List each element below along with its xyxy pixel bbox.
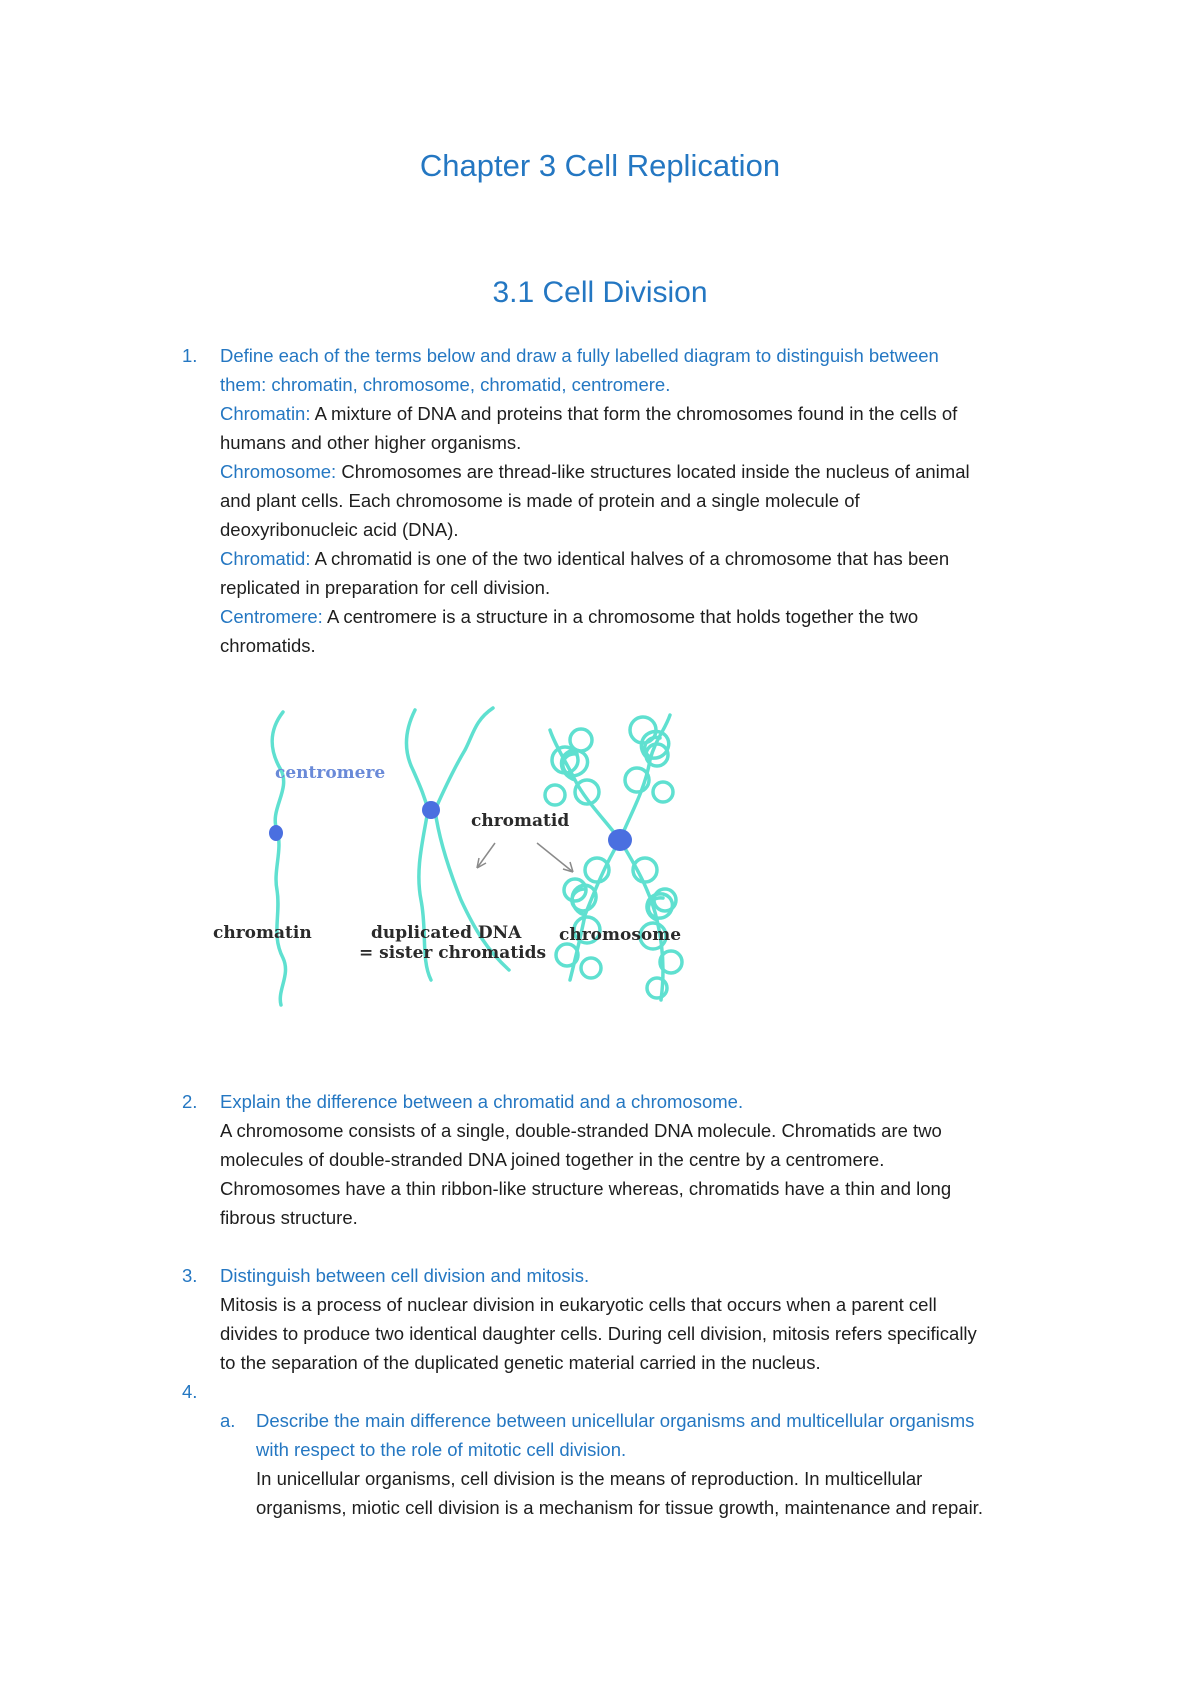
chromosome-coil [581,958,601,978]
definition-text: A mixture of DNA and proteins that form the chromosomes found in the cells of [310,403,958,424]
answer-text: divides to produce two identical daughter cells. During cell division, mitosis refers specifically [220,1323,977,1344]
chromosome-coil [545,785,565,805]
answer-text: organisms, miotic cell division is a mechanism for tissue growth, maintenance and repair. [256,1497,983,1518]
definition-text: deoxyribonucleic acid (DNA). [220,519,459,540]
definition-text: chromatids. [220,635,316,656]
label-centromere: centromere [275,763,386,783]
chromosome-arm [620,840,672,1000]
chapter-title: Chapter 3 Cell Replication [419,148,781,183]
question-text: Describe the main difference between unicellular organisms and multicellular organisms [256,1410,975,1431]
term-label: Chromatid: [220,548,311,569]
question-text: Distinguish between cell division and mitosis. [220,1265,590,1286]
question-number: 1. [182,345,198,366]
answer-text: Mitosis is a process of nuclear division in eukaryotic cells that occurs when a parent cell [220,1294,937,1315]
label-chromatin: chromatin [213,923,312,943]
centromere-dot [608,829,632,851]
answer-text: A chromosome consists of a single, double-stranded DNA molecule. Chromatids are two [220,1120,942,1141]
chromatin-strand [272,712,285,1005]
arrow-line [537,843,573,872]
definition-text: Chromosomes are thread-like structures located inside the nucleus of animal [336,461,970,482]
definition-text: and plant cells. Each chromosome is made of protein and a single molecule of [220,490,860,511]
definition-text: A centromere is a structure in a chromosome that holds together the two [322,606,919,627]
term-label: Chromatin: [220,403,311,424]
question-text: with respect to the role of mitotic cell division. [256,1439,627,1460]
question-number: 4. [182,1381,198,1402]
definition-text: A chromatid is one of the two identical halves of a chromosome that has been [310,548,950,569]
answer-text: fibrous structure. [220,1207,358,1228]
arrow-line [477,843,495,868]
pointer-arrows [477,843,573,872]
question-number: 3. [182,1265,198,1286]
centromere-dot [422,801,440,819]
label-sister-chromatids: = sister chromatids [359,943,547,963]
centromere-dot [269,825,283,841]
term-label: Centromere: [220,606,323,627]
label-chromatid: chromatid [471,811,570,831]
label-duplicated-dna: duplicated DNA [371,923,522,943]
term-label: Chromosome: [220,461,337,482]
chromosome-diagram [213,700,745,1045]
section-title: 3.1 Cell Division [492,276,708,309]
definition-text: replicated in preparation for cell division. [220,577,551,598]
label-chromosome: chromosome [559,925,682,945]
definition-chromatin [220,402,957,426]
chromosome-coil [570,729,592,751]
chromosome-arm [620,715,670,840]
chromosome-coils [545,715,682,1000]
chromosome-coil [653,782,673,802]
answer-text: molecules of double-stranded DNA joined together in the centre by a centromere. [220,1149,885,1170]
answer-text: Chromosomes have a thin ribbon-like structure whereas, chromatids have a thin and long [220,1178,952,1199]
question-text: Define each of the terms below and draw a fully labelled diagram to distinguish between [220,345,939,366]
question-text: them: chromatin, chromosome, chromatid, centromere. [220,374,671,395]
sub-question-label: a. [220,1410,236,1431]
answer-text: In unicellular organisms, cell division is the means of reproduction. In multicellular [256,1468,923,1489]
definition-text: humans and other higher organisms. [220,432,522,453]
definition-centromere [220,605,918,629]
definition-chromatid [220,547,949,571]
question-text: Explain the difference between a chromatid and a chromosome. [220,1091,744,1112]
definition-chromosome [220,460,970,484]
answer-text: to the separation of the duplicated genetic material carried in the nucleus. [220,1352,821,1373]
question-number: 2. [182,1091,198,1112]
